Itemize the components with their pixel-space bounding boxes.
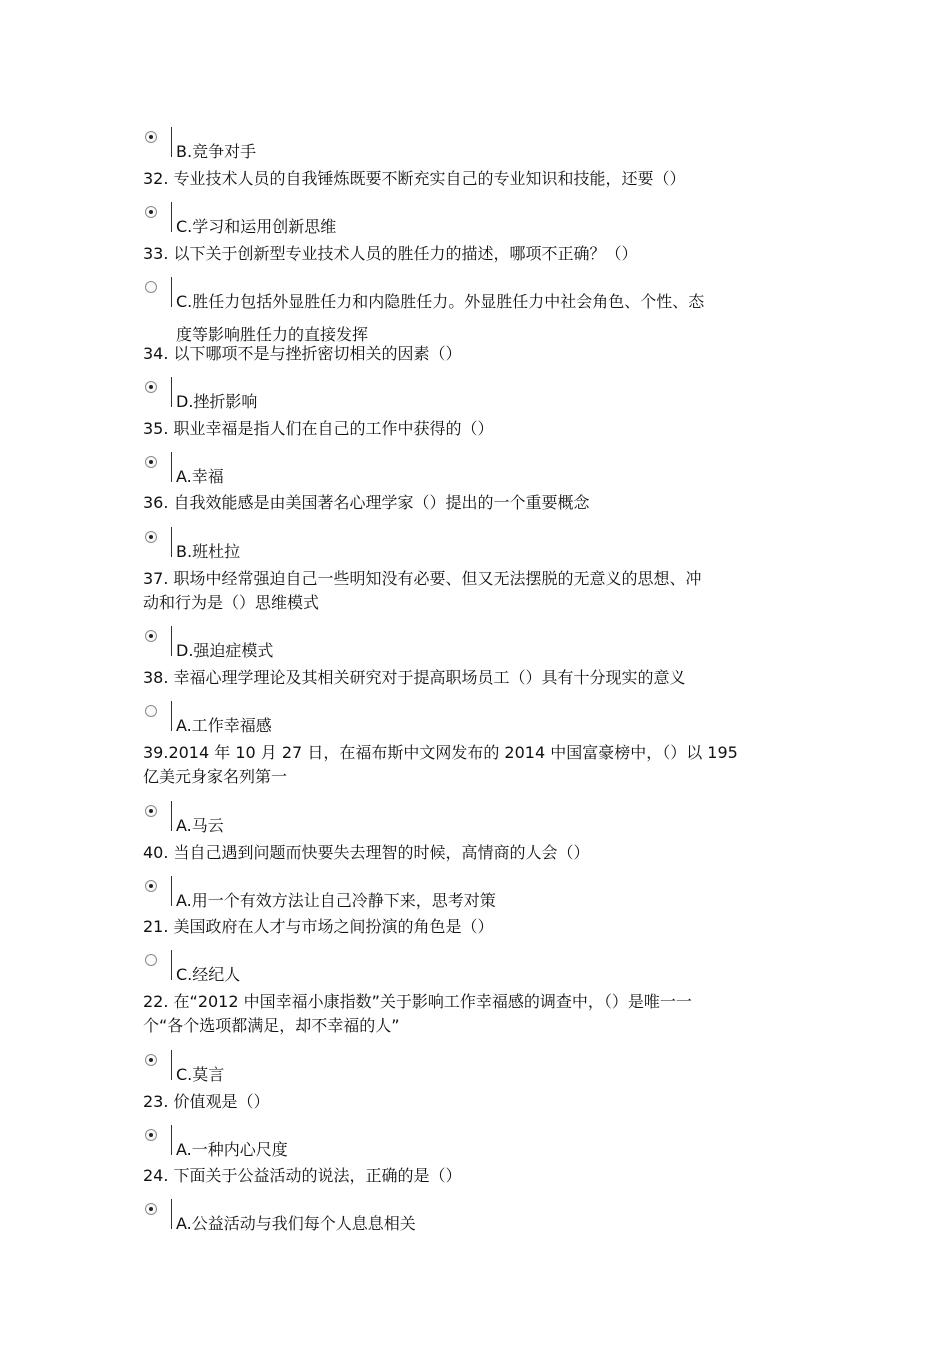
radio-button[interactable]	[145, 1203, 157, 1215]
option-label: C.胜任力包括外显胜任力和内隐胜任力。外显胜任力中社会角色、个性、态 度等影响胜任力的直接发挥	[176, 292, 705, 344]
question-text: 22. 在“2012 中国幸福小康指数”关于影响工作幸福感的调查中，（）是唯一一 个“各个选项都满足，却不幸福的人”	[143, 992, 692, 1035]
radio-button[interactable]	[145, 206, 157, 218]
option-block	[145, 1203, 825, 1243]
option-block	[145, 1129, 825, 1169]
option-label: C.经纪人	[176, 965, 241, 984]
question-text: 37. 职场中经常强迫自己一些明知没有必要、但又无法摆脱的无意义的思想、冲 动和行为是（）思维模式	[143, 569, 702, 612]
radio-button[interactable]	[145, 705, 157, 717]
radio-button[interactable]	[145, 531, 157, 543]
option-label: A.马云	[176, 816, 224, 835]
question-text: 32. 专业技术人员的自我锤炼既要不断充实自己的专业知识和技能，还要（）	[143, 169, 686, 188]
option-block	[145, 805, 825, 845]
option-label: C.学习和运用创新思维	[176, 217, 337, 236]
option-block	[145, 456, 825, 496]
option-label: D.强迫症模式	[176, 641, 274, 660]
option-divider	[171, 202, 172, 232]
question-text: 24. 下面关于公益活动的说法，正确的是（）	[143, 1166, 462, 1185]
option-block	[145, 206, 825, 246]
option-block	[145, 131, 825, 171]
question-text: 38. 幸福心理学理论及其相关研究对于提高职场员工（）具有十分现实的意义	[143, 668, 686, 687]
option-divider	[171, 1050, 172, 1080]
option-divider	[171, 527, 172, 557]
option-block	[145, 531, 825, 571]
question-text: 40. 当自己遇到问题而快要失去理智的时候，高情商的人会（）	[143, 843, 590, 862]
option-block	[145, 630, 825, 670]
radio-button[interactable]	[145, 1129, 157, 1141]
option-label: A.公益活动与我们每个人息息相关	[176, 1214, 416, 1233]
option-label: C.莫言	[176, 1065, 225, 1084]
option-block	[145, 1054, 825, 1094]
radio-button[interactable]	[145, 880, 157, 892]
option-divider	[171, 1199, 172, 1229]
option-label: A.幸福	[176, 467, 224, 486]
option-divider	[171, 626, 172, 656]
option-block	[145, 954, 825, 994]
question-text: 21. 美国政府在人才与市场之间扮演的角色是（）	[143, 917, 494, 936]
radio-button[interactable]	[145, 281, 157, 293]
option-block	[145, 705, 825, 745]
option-label: D.挫折影响	[176, 392, 258, 411]
question-text: 36. 自我效能感是由美国著名心理学家（）提出的一个重要概念	[143, 493, 590, 512]
option-divider	[171, 1125, 172, 1155]
option-label: B.班杜拉	[176, 542, 241, 561]
question-text: 33. 以下关于创新型专业技术人员的胜任力的描述，哪项不正确？（）	[143, 244, 638, 263]
option-label: A.一种内心尺度	[176, 1140, 288, 1159]
option-label: A.用一个有效方法让自己冷静下来，思考对策	[176, 891, 496, 910]
radio-button[interactable]	[145, 381, 157, 393]
radio-button[interactable]	[145, 131, 157, 143]
option-label: B.竞争对手	[176, 142, 257, 161]
option-divider	[171, 377, 172, 407]
option-block	[145, 281, 825, 343]
option-divider	[171, 701, 172, 731]
radio-button[interactable]	[145, 630, 157, 642]
question-text: 23. 价值观是（）	[143, 1092, 270, 1111]
question-text: 39.2014 年 10 月 27 日，在福布斯中文网发布的 2014 中国富豪榜中，（）以 195 亿美元身家名列第一	[143, 743, 738, 786]
option-divider	[171, 127, 172, 157]
option-block	[145, 880, 825, 920]
radio-button[interactable]	[145, 954, 157, 966]
option-divider	[171, 876, 172, 906]
question-text: 35. 职业幸福是指人们在自己的工作中获得的（）	[143, 419, 494, 438]
option-divider	[171, 950, 172, 980]
radio-button[interactable]	[145, 805, 157, 817]
option-divider	[171, 277, 172, 307]
radio-button[interactable]	[145, 456, 157, 468]
option-label: A.工作幸福感	[176, 716, 272, 735]
option-divider	[171, 452, 172, 482]
option-block	[145, 381, 825, 421]
option-divider	[171, 801, 172, 831]
radio-button[interactable]	[145, 1054, 157, 1066]
question-text: 34. 以下哪项不是与挫折密切相关的因素（）	[143, 344, 462, 363]
